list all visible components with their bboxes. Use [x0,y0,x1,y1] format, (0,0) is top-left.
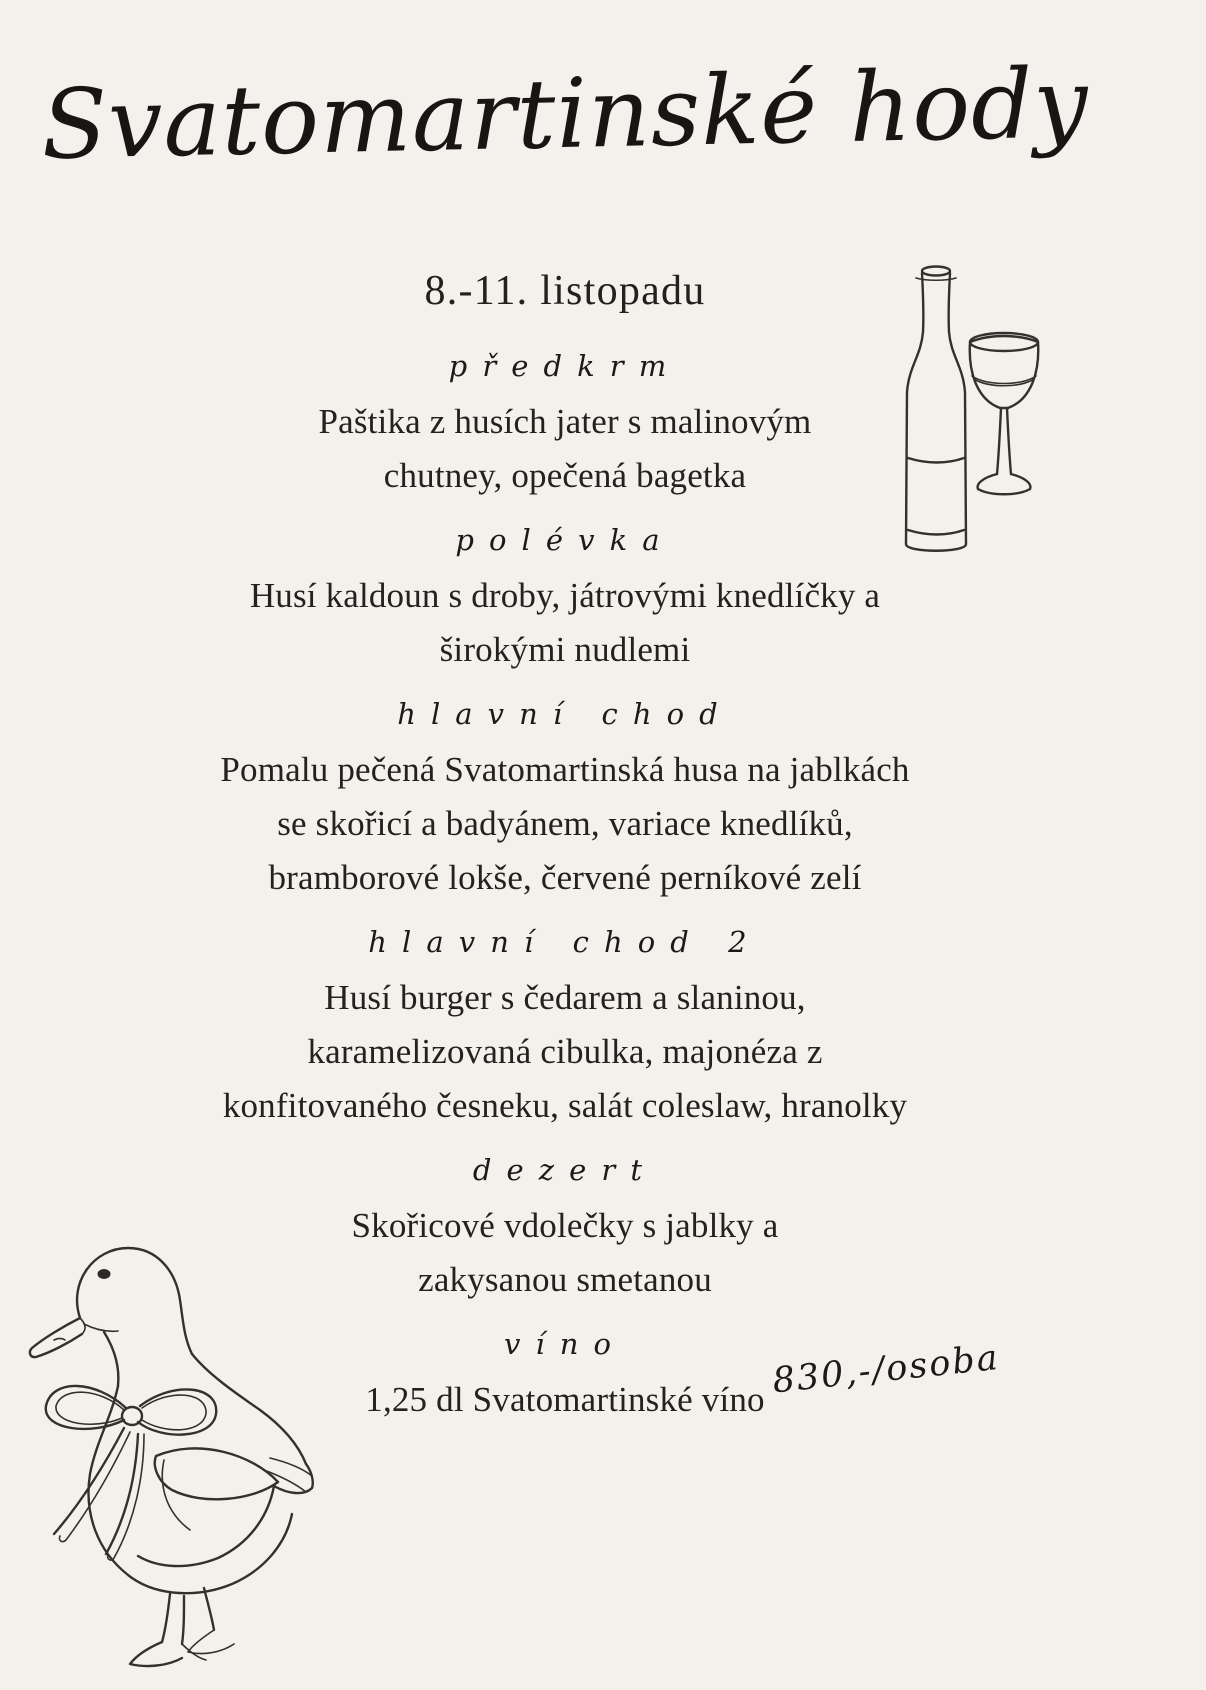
menu-line: Pomalu pečená Svatomartinská husa na jablkách [220,750,910,789]
menu-line: Skořicové vdolečky s jablky a [351,1206,779,1245]
menu-section-hlavni-chod-2 [0,921,1130,1133]
section-heading: dezert [472,1153,658,1187]
menu-line: Husí kaldoun s droby, játrovými knedlíčky a [249,576,881,615]
menu-line: bramborové lokše, červené perníkové zelí [268,858,862,897]
menu-body [0,265,1130,1427]
menu-section-polevka [0,519,1130,677]
section-heading: polévka [455,523,675,557]
menu-line: širokými nudlemi [439,630,691,669]
menu-title: Svatomartinské hody [40,47,1090,181]
menu-line: 1,25 dl Svatomartinské víno [365,1380,765,1419]
section-heading: hlavní chod 2 [368,925,762,959]
section-heading: předkrm [448,349,682,383]
menu-section-hlavni-chod [0,693,1130,905]
section-heading: víno [503,1327,627,1361]
menu-date: 8.-11. listopadu [424,268,706,314]
menu-section-dezert [0,1149,1130,1307]
menu-section-predkrm [0,345,1130,503]
menu-line: karamelizovaná cibulka, majonéza z [307,1032,823,1071]
menu-line: Husí burger s čedarem a slaninou, [324,978,806,1017]
menu-line: zakysanou smetanou [418,1260,712,1299]
section-heading: hlavní chod [397,697,733,731]
menu-line: se skořicí a badyánem, variace knedlíků, [277,804,853,843]
price-per-person: 830,-/osoba [770,1337,1002,1402]
menu-line: chutney, opečená bagetka [383,456,747,495]
menu-line: konfitovaného česneku, salát coleslaw, hranolky [222,1086,908,1125]
menu-line: Paštika z husích jater s malinovým [318,402,812,441]
